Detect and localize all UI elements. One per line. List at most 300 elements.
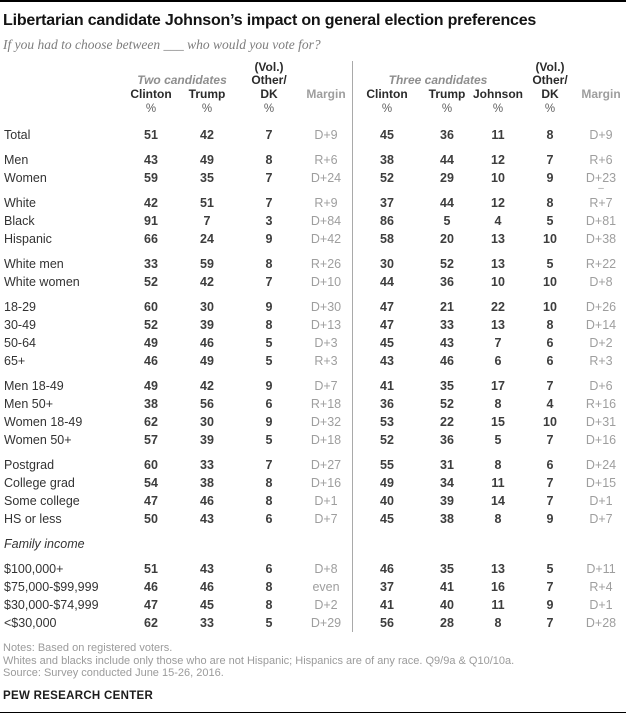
clinton-two-value: 49 xyxy=(144,336,158,350)
margin-two-value: D+3 xyxy=(314,336,338,350)
table-row xyxy=(0,334,626,352)
other-dk-three-value: 9 xyxy=(546,512,554,526)
trump-two-value: 45 xyxy=(200,598,214,612)
other-dk-two-value: 9 xyxy=(265,415,273,429)
trump-three-value: 52 xyxy=(440,257,454,271)
margin-two-value: D+27 xyxy=(310,458,342,472)
row-label: Black xyxy=(4,214,35,228)
clinton-two-value: 52 xyxy=(144,275,158,289)
percent-sign: % xyxy=(441,103,453,115)
other-dk-three-value: 5 xyxy=(546,214,554,228)
percent-sign: % xyxy=(263,103,275,115)
other-dk-three-value: 7 xyxy=(546,616,554,630)
other-dk-three-value: 7 xyxy=(546,494,554,508)
johnson-three-value: 13 xyxy=(491,232,505,246)
margin-two-value: R+3 xyxy=(314,354,338,368)
other-dk-two-value: 9 xyxy=(265,379,273,393)
margin-three-value: D+1 xyxy=(589,494,613,508)
clinton-two-value: 42 xyxy=(144,196,158,210)
other-header-three: Other/ xyxy=(532,73,568,87)
row-label: HS or less xyxy=(4,512,62,526)
trump-three-value: 40 xyxy=(440,598,454,612)
clinton-two-value: 50 xyxy=(144,512,158,526)
clinton-three-value: 41 xyxy=(380,598,394,612)
table-row xyxy=(0,352,626,370)
row-label: White women xyxy=(4,275,80,289)
other-dk-two-value: 8 xyxy=(265,318,273,332)
other-dk-two-value: 7 xyxy=(265,171,273,185)
table-row xyxy=(0,169,626,187)
clinton-three-value: 37 xyxy=(380,196,394,210)
table-row xyxy=(0,126,626,144)
table-header xyxy=(0,61,626,121)
table-row xyxy=(0,183,626,212)
trump-three-value: 5 xyxy=(443,214,451,228)
trump-three-value: 38 xyxy=(440,512,454,526)
row-label: White men xyxy=(4,257,64,271)
other-dk-three-value: 4 xyxy=(546,397,554,411)
clinton-two-value xyxy=(126,535,176,553)
table-row xyxy=(0,230,626,248)
margin-three-value: D+11 xyxy=(586,562,616,576)
table-row xyxy=(0,456,626,474)
three-candidates-label: Three candidates xyxy=(388,73,488,87)
table-row xyxy=(0,413,626,431)
clinton-two-value: 51 xyxy=(144,128,158,142)
percent-sign: % xyxy=(145,103,157,115)
trump-three-value: 43 xyxy=(440,336,454,350)
margin-three-value: R+3 xyxy=(589,354,613,368)
other-dk-two-value: 6 xyxy=(265,562,273,576)
other-dk-three-value: 10 xyxy=(543,232,557,246)
trump-two-value: 46 xyxy=(200,336,214,350)
johnson-three-value: 11 xyxy=(491,476,505,490)
section-divider xyxy=(352,61,353,632)
trump-two-value: 59 xyxy=(200,257,214,271)
footnotes xyxy=(3,642,622,680)
margin-three-value: R+4 xyxy=(589,580,613,594)
table-row xyxy=(0,578,626,596)
row-label: Women 18-49 xyxy=(4,415,83,429)
other-dk-three-value: 8 xyxy=(546,318,554,332)
row-label: Men xyxy=(4,153,29,167)
row-label: Total xyxy=(4,128,31,142)
other-dk-two-value: 8 xyxy=(265,580,273,594)
clinton-three-value: 47 xyxy=(380,300,394,314)
margin-three-value: D+14 xyxy=(585,318,617,332)
note-line-1: Notes: Based on registered voters. xyxy=(3,642,173,654)
clinton-three-value: 56 xyxy=(380,616,394,630)
table-row xyxy=(0,273,626,291)
trump-three-value: 44 xyxy=(440,153,454,167)
table-row xyxy=(0,255,626,273)
page-title: Libertarian candidate Johnson’s impact on general election preferences xyxy=(3,12,537,29)
margin-three-value: D+2 xyxy=(589,336,613,350)
margin-two-value: R+6 xyxy=(314,153,338,167)
clinton-two-value: 52 xyxy=(144,318,158,332)
other-dk-two-value: 8 xyxy=(265,153,273,167)
margin-column-header-three: Margin xyxy=(581,87,621,101)
other-dk-two-value xyxy=(238,535,300,553)
margin-two-value: R+18 xyxy=(310,397,342,411)
margin-two-value: D+16 xyxy=(310,476,342,490)
trump-two-value: 30 xyxy=(200,300,214,314)
table-row xyxy=(0,431,626,449)
margin-three-value: R+6 xyxy=(589,153,613,167)
table-row xyxy=(0,212,626,230)
note-line-2: Whites and blacks include only those who are not Hispanic; Hispanics are of any race. Q9/9a & Q10/10a. xyxy=(3,654,515,667)
johnson-three-value: 13 xyxy=(491,562,505,576)
row-label: $75,000-$99,999 xyxy=(4,580,99,594)
clinton-three-value: 47 xyxy=(380,318,394,332)
other-dk-three-value: 10 xyxy=(543,415,557,429)
vol-header-three: (Vol.) xyxy=(535,60,565,74)
margin-two-value: D+10 xyxy=(310,275,342,289)
trump-three-value: 41 xyxy=(440,580,454,594)
table-row xyxy=(0,474,626,492)
table-row xyxy=(0,560,626,578)
clinton-two-value: 60 xyxy=(144,458,158,472)
other-dk-two-value: 8 xyxy=(265,257,273,271)
trump-three-value: 21 xyxy=(440,300,454,314)
other-dk-two-value: 3 xyxy=(265,214,273,228)
clinton-two-value: 47 xyxy=(144,494,158,508)
margin-three-value: D+7 xyxy=(589,512,613,526)
margin-three-value: D+24 xyxy=(585,458,617,472)
percent-sign: % xyxy=(201,103,213,115)
johnson-three-value: 7 xyxy=(494,336,502,350)
margin-column-header-two: Margin xyxy=(306,87,346,101)
trump-two-value: 42 xyxy=(200,128,214,142)
preferences-table xyxy=(0,61,626,632)
row-label: College grad xyxy=(4,476,75,490)
other-dk-two-value: 7 xyxy=(265,458,273,472)
trump-two-value: 24 xyxy=(200,232,214,246)
other-dk-two-value: 9 xyxy=(265,232,273,246)
other-dk-three-value: 5 xyxy=(546,562,554,576)
clinton-column-header-two: Clinton xyxy=(130,87,172,101)
clinton-two-value: 57 xyxy=(144,433,158,447)
top-rule xyxy=(0,0,626,2)
trump-two-value: 30 xyxy=(200,415,214,429)
johnson-three-value: 10 xyxy=(491,171,505,185)
note-line-3: Source: Survey conducted June 15-26, 2016. xyxy=(3,667,224,679)
margin-two-value: D+84 xyxy=(310,214,342,228)
percent-sign: % xyxy=(544,103,556,115)
trump-two-value: 33 xyxy=(200,458,214,472)
clinton-two-value: 49 xyxy=(144,379,158,393)
margin-two-value: D+2 xyxy=(314,598,338,612)
clinton-two-value: 66 xyxy=(144,232,158,246)
clinton-three-value: 41 xyxy=(380,379,394,393)
margin-three-value: R+7 – xyxy=(576,194,626,212)
margin-three-value: D+9 xyxy=(589,128,613,142)
trump-three-value: 39 xyxy=(440,494,454,508)
trump-three-value: 31 xyxy=(440,458,454,472)
other-dk-three-value: 7 xyxy=(546,580,554,594)
clinton-three-value: 52 xyxy=(380,171,394,185)
clinton-three-value: 86 xyxy=(380,214,394,228)
other-dk-three-value xyxy=(524,535,576,553)
margin-two-value: R+9 xyxy=(314,196,338,210)
other-dk-three-value: 7 xyxy=(546,379,554,393)
clinton-three-value: 36 xyxy=(380,397,394,411)
clinton-two-value: 59 xyxy=(144,171,158,185)
trump-two-value: 42 xyxy=(200,379,214,393)
margin-two-value xyxy=(300,535,352,553)
margin-three-value: D+23 xyxy=(585,171,617,185)
trump-three-value: 28 xyxy=(440,616,454,630)
trump-three-value: 22 xyxy=(440,415,454,429)
other-dk-three-value: 9 xyxy=(546,598,554,612)
row-label: White xyxy=(4,196,36,210)
trump-two-value: 43 xyxy=(200,512,214,526)
margin-two-value: D+32 xyxy=(310,415,342,429)
trump-three-value: 33 xyxy=(440,318,454,332)
johnson-three-value: 11 xyxy=(491,598,505,612)
table-row xyxy=(0,510,626,528)
other-dk-two-value: 9 xyxy=(265,300,273,314)
johnson-three-value: 12 xyxy=(491,153,505,167)
clinton-column-header-three: Clinton xyxy=(366,87,408,101)
clinton-three-value: 38 xyxy=(380,153,394,167)
table-row xyxy=(0,298,626,316)
clinton-two-value: 62 xyxy=(144,616,158,630)
clinton-two-value: 33 xyxy=(144,257,158,271)
johnson-three-value: 8 xyxy=(494,512,502,526)
trump-three-value: 35 xyxy=(440,379,454,393)
row-label: 50-64 xyxy=(4,336,36,350)
margin-three-value: R+22 xyxy=(585,257,617,271)
other-dk-three-value: 7 xyxy=(546,153,554,167)
clinton-three-value: 58 xyxy=(380,232,394,246)
other-dk-two-value: 7 xyxy=(265,196,273,210)
johnson-three-value: 8 xyxy=(494,458,502,472)
percent-sign: % xyxy=(381,103,393,115)
trump-two-value: 39 xyxy=(200,433,214,447)
other-dk-two-value: 8 xyxy=(265,598,273,612)
header-line-groups xyxy=(0,74,626,87)
trump-two-value: 7 xyxy=(203,214,211,228)
other-dk-three-value: 7 xyxy=(546,476,554,490)
trump-two-value: 43 xyxy=(200,562,214,576)
row-label: Hispanic xyxy=(4,232,52,246)
margin-three-value: R+16 xyxy=(585,397,617,411)
dk-column-header-three: DK xyxy=(541,87,559,101)
row-label: $30,000-$74,999 xyxy=(4,598,99,612)
table-row xyxy=(0,395,626,413)
margin-three-value: D+28 xyxy=(585,616,617,630)
table-row xyxy=(0,151,626,169)
johnson-three-value: 15 xyxy=(491,415,505,429)
clinton-two-value: 46 xyxy=(144,580,158,594)
row-label: 30-49 xyxy=(4,318,36,332)
margin-three-value: D+6 xyxy=(589,379,613,393)
clinton-two-value: 54 xyxy=(144,476,158,490)
trump-three-value: 52 xyxy=(440,397,454,411)
clinton-three-value: 53 xyxy=(380,415,394,429)
trump-two-value: 38 xyxy=(200,476,214,490)
margin-two-value: D+29 xyxy=(310,616,342,630)
trump-two-value: 42 xyxy=(200,275,214,289)
margin-three-value: D+81 xyxy=(585,214,617,228)
johnson-three-value: 22 xyxy=(491,300,505,314)
margin-two-value: D+30 xyxy=(310,300,342,314)
johnson-three-value: 17 xyxy=(491,379,505,393)
other-dk-two-value: 5 xyxy=(265,433,273,447)
clinton-three-value: 52 xyxy=(380,433,394,447)
trump-column-header-two: Trump xyxy=(188,87,226,101)
other-header-two: Other/ xyxy=(251,73,287,87)
margin-two-value: R+26 xyxy=(310,257,342,271)
clinton-three-value: 55 xyxy=(380,458,394,472)
trump-two-value: 35 xyxy=(200,171,214,185)
row-label: 65+ xyxy=(4,354,26,368)
survey-question: If you had to choose between ___ who would you vote for? xyxy=(3,37,321,52)
percent-sign: % xyxy=(492,103,504,115)
trump-two-value: 51 xyxy=(200,196,214,210)
trump-two-value: 33 xyxy=(200,616,214,630)
johnson-three-value: 14 xyxy=(491,494,505,508)
other-dk-two-value: 6 xyxy=(265,397,273,411)
other-dk-three-value: 8 xyxy=(546,196,554,210)
margin-two-value: D+7 xyxy=(314,379,338,393)
row-label: Men 18-49 xyxy=(4,379,64,393)
trump-two-value xyxy=(176,535,238,553)
johnson-three-value: 16 xyxy=(491,580,505,594)
pew-research-center-wordmark: PEW RESEARCH CENTER xyxy=(3,689,154,702)
other-dk-three-value: 6 xyxy=(546,458,554,472)
margin-two-value: D+42 xyxy=(310,232,342,246)
trump-three-value: 44 xyxy=(440,196,454,210)
other-dk-two-value: 6 xyxy=(265,512,273,526)
other-dk-three-value: 6 xyxy=(546,354,554,368)
trump-three-value: 46 xyxy=(440,354,454,368)
row-label: Women 50+ xyxy=(4,433,72,447)
header-line-columns xyxy=(0,87,626,102)
trump-two-value: 49 xyxy=(200,354,214,368)
clinton-three-value: 43 xyxy=(380,354,394,368)
other-dk-three-value: 5 xyxy=(546,257,554,271)
johnson-column-header: Johnson xyxy=(473,87,523,101)
clinton-three-value: 49 xyxy=(380,476,394,490)
other-dk-two-value: 5 xyxy=(265,616,273,630)
johnson-three-value: 4 xyxy=(494,214,502,228)
clinton-three-value xyxy=(352,535,422,553)
row-label: Some college xyxy=(4,494,80,508)
two-candidates-label: Two candidates xyxy=(137,73,227,87)
other-dk-two-value: 5 xyxy=(265,354,273,368)
table-row xyxy=(0,492,626,510)
margin-two-value: D+18 xyxy=(310,433,342,447)
johnson-three-value: 5 xyxy=(494,433,502,447)
clinton-three-value: 45 xyxy=(380,128,394,142)
margin-three-value: D+1 xyxy=(589,598,613,612)
trump-three-value: 36 xyxy=(440,433,454,447)
trump-column-header-three: Trump xyxy=(428,87,466,101)
clinton-three-value: 45 xyxy=(380,336,394,350)
clinton-two-value: 47 xyxy=(144,598,158,612)
margin-two-value: D+1 xyxy=(314,494,338,508)
trump-three-value: 35 xyxy=(440,562,454,576)
clinton-two-value: 46 xyxy=(144,354,158,368)
vol-header-two: (Vol.) xyxy=(254,60,284,74)
margin-three-value: D+38 xyxy=(585,232,617,246)
clinton-two-value: 38 xyxy=(144,397,158,411)
clinton-three-value: 40 xyxy=(380,494,394,508)
johnson-three-value xyxy=(472,535,524,553)
margin-two-value: D+24 xyxy=(310,171,342,185)
clinton-three-value: 46 xyxy=(380,562,394,576)
clinton-two-value: 91 xyxy=(144,214,158,228)
row-label: Women xyxy=(4,171,47,185)
trump-three-value: 34 xyxy=(440,476,454,490)
johnson-three-value: 13 xyxy=(491,318,505,332)
other-dk-three-value: 7 xyxy=(546,433,554,447)
table-row xyxy=(0,377,626,395)
other-dk-three-value: 10 xyxy=(543,300,557,314)
header-line-percent xyxy=(0,102,626,121)
trump-two-value: 49 xyxy=(200,153,214,167)
other-dk-three-value: 6 xyxy=(546,336,554,350)
clinton-three-value: 45 xyxy=(380,512,394,526)
dk-column-header-two: DK xyxy=(260,87,278,101)
trump-two-value: 39 xyxy=(200,318,214,332)
trump-three-value: 20 xyxy=(440,232,454,246)
trump-three-value: 36 xyxy=(440,275,454,289)
margin-three-value xyxy=(576,535,626,553)
row-label: 18-29 xyxy=(4,300,36,314)
trump-three-value: 29 xyxy=(440,171,454,185)
trump-two-value: 56 xyxy=(200,397,214,411)
row-label: $100,000+ xyxy=(4,562,64,576)
table-row xyxy=(0,614,626,632)
other-dk-three-value: 8 xyxy=(546,128,554,142)
other-dk-three-value: 9 xyxy=(546,171,554,185)
clinton-three-value: 30 xyxy=(380,257,394,271)
clinton-three-value: 37 xyxy=(380,580,394,594)
trump-two-value: 46 xyxy=(200,494,214,508)
johnson-three-value: 13 xyxy=(491,257,505,271)
other-dk-two-value: 5 xyxy=(265,336,273,350)
other-dk-two-value: 8 xyxy=(265,476,273,490)
margin-three-value: D+16 xyxy=(585,433,617,447)
clinton-three-value: 44 xyxy=(380,275,394,289)
margin-two-value: even xyxy=(312,580,340,594)
other-dk-two-value: 7 xyxy=(265,275,273,289)
clinton-two-value: 60 xyxy=(144,300,158,314)
johnson-three-value: 8 xyxy=(494,616,502,630)
margin-two-value: D+9 xyxy=(314,128,338,142)
johnson-three-value: 10 xyxy=(491,275,505,289)
margin-note-dash: – xyxy=(598,183,604,194)
table-body xyxy=(0,121,626,632)
trump-three-value xyxy=(422,535,472,553)
clinton-two-value: 43 xyxy=(144,153,158,167)
table-row xyxy=(0,596,626,614)
margin-two-value: D+7 xyxy=(314,512,338,526)
margin-three-value: D+26 xyxy=(585,300,617,314)
other-dk-two-value: 7 xyxy=(265,128,273,142)
margin-two-value: D+8 xyxy=(314,562,338,576)
bottom-rule xyxy=(0,712,626,713)
row-label: Men 50+ xyxy=(4,397,53,411)
margin-three-value: D+8 xyxy=(589,275,613,289)
johnson-three-value: 11 xyxy=(491,128,505,142)
clinton-two-value: 51 xyxy=(144,562,158,576)
other-dk-two-value: 8 xyxy=(265,494,273,508)
margin-three-value: D+15 xyxy=(585,476,617,490)
